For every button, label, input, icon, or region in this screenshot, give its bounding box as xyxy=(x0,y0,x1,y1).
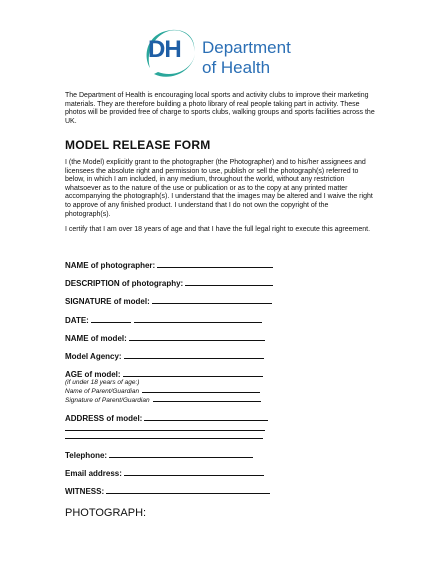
description-field xyxy=(65,278,273,288)
date-line-1[interactable] xyxy=(91,315,131,323)
photographer-name-field xyxy=(65,260,273,270)
model-name-line[interactable] xyxy=(129,333,265,341)
logo-name-line2: of Health xyxy=(202,58,271,77)
model-signature-field xyxy=(65,296,272,306)
guardian-note: (if under 18 years of age:) xyxy=(65,379,140,386)
grant-paragraph: I (the Model) explicitly grant to the photographer (the Photographer) and to his/her assignees and licensees the absolute right and permission to use, publish or sell the photograph(s) referred to below, in which I am included, in any medium, throughout the world, without any restriction whatsoever as to the nature of the use or publication or as to the copy at any printed matter accompanying the photograph(s). I understand that the images may be altered and I waive the right to approve of any finished product. I understand that I do not own the copyright of the photograph(s). xyxy=(65,159,373,218)
email-field xyxy=(65,468,264,478)
description-line[interactable] xyxy=(185,278,273,286)
model-address-label: ADDRESS of model: xyxy=(65,414,143,423)
telephone-field xyxy=(65,450,253,460)
model-agency-line[interactable] xyxy=(124,351,264,359)
email-label: Email address: xyxy=(65,469,122,478)
model-agency-label: Model Agency: xyxy=(65,352,122,361)
guardian-signature-field xyxy=(65,396,261,404)
telephone-line[interactable] xyxy=(109,450,253,458)
model-name-field xyxy=(65,333,265,343)
witness-field xyxy=(65,486,270,496)
guardian-signature-label: Signature of Parent/Guardian xyxy=(65,397,150,404)
photograph-label: PHOTOGRAPH: xyxy=(65,507,147,519)
photographer-name-line[interactable] xyxy=(157,260,273,268)
date-line-2[interactable] xyxy=(134,315,262,323)
intro-paragraph: The Department of Health is encouraging local sports and activity clubs to improve their marketing materials. They are therefore building a photo library of real people taking part in activity. These photos will be provided free of charge to sports clubs, walking groups and sports facilities across the UK. xyxy=(65,92,375,125)
logo-name xyxy=(202,38,291,78)
telephone-label: Telephone: xyxy=(65,451,108,460)
model-age-line[interactable] xyxy=(123,369,263,377)
model-address-line[interactable] xyxy=(144,413,268,421)
photographer-name-label: NAME of photographer: xyxy=(65,261,156,270)
guardian-name-label: Name of Parent/Guardian xyxy=(65,388,140,395)
date-field xyxy=(65,315,262,325)
model-address-field xyxy=(65,413,268,423)
model-signature-line[interactable] xyxy=(152,296,272,304)
model-name-label: NAME of model: xyxy=(65,334,127,343)
witness-line[interactable] xyxy=(106,486,270,494)
address-line-2[interactable] xyxy=(65,430,265,431)
model-age-field xyxy=(65,369,263,379)
department-of-health-logo xyxy=(140,24,310,86)
guardian-signature-line[interactable] xyxy=(153,396,261,402)
guardian-name-field xyxy=(65,387,260,395)
guardian-name-line[interactable] xyxy=(142,387,260,393)
witness-label: WITNESS: xyxy=(65,487,105,496)
certify-paragraph: I certify that I am over 18 years of age and that I have the full legal right to execute this agreement. xyxy=(65,226,371,233)
model-agency-field xyxy=(65,351,264,361)
logo-mark: DH xyxy=(148,36,181,63)
model-signature-label: SIGNATURE of model: xyxy=(65,297,150,306)
description-label: DESCRIPTION of photography: xyxy=(65,279,184,288)
model-age-label: AGE of model: xyxy=(65,370,121,379)
logo-name-line1: Department xyxy=(202,38,291,57)
form-title: MODEL RELEASE FORM xyxy=(65,138,211,152)
email-line[interactable] xyxy=(124,468,264,476)
date-label: DATE: xyxy=(65,316,89,325)
address-line-3[interactable] xyxy=(65,438,263,439)
